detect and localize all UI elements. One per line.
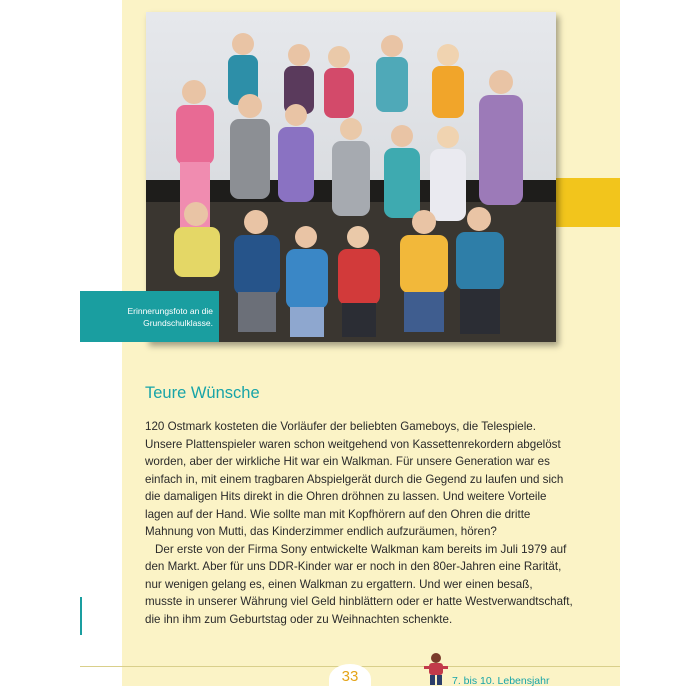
article-body <box>145 418 573 628</box>
paragraph-1: 120 Ostmark kosteten die Vorläufer der beliebten Gameboys, die Telespiele. Unsere Plattenspieler waren schon weitgehend von Kassettenrekordern abgelöst worden, aber der wirkliche Hit war ein Walkman. Für unsere Generation war es einfach in, mit einem tragbaren Abspielgerät durch die Gegend zu laufen und sich die damaligen Hits direkt in die Ohren dröhnen zu lassen. Und weitere Vorteile lagen auf der Hand. Wie sollte man mit Kopfhörern auf den Ohren die dritte Mahnung von Mutti, das Kinderzimmer endlich aufzuräumen, hören? <box>145 420 564 538</box>
chapter-label: 7. bis 10. Lebensjahr <box>452 675 550 687</box>
caption-line-2: Grundschulklasse. <box>143 317 213 328</box>
yellow-margin-tab <box>556 178 620 227</box>
margin-marker <box>80 597 82 635</box>
photo-caption <box>80 291 219 342</box>
article-heading: Teure Wünsche <box>145 384 260 402</box>
child-figure-icon <box>424 652 448 686</box>
caption-line-1: Erinnerungsfoto an die <box>127 305 213 316</box>
page-number: 33 <box>329 664 371 694</box>
paragraph-2: Der erste von der Firma Sony entwickelte Walkman kam bereits im Juli 1979 auf den Markt. Aber für uns DDR-Kinder war er noch in den 80er-Jahren eine Rarität, nur wenigen gelang es, einen Walkman zu ergattern. Und wer einen besaß, musste in unserer Währung viel Geld hinblättern oder er hatte Westverwandtschaft, die ihn ihm zum Geburtstag oder zu Weihnachten schenkte. <box>145 542 573 626</box>
